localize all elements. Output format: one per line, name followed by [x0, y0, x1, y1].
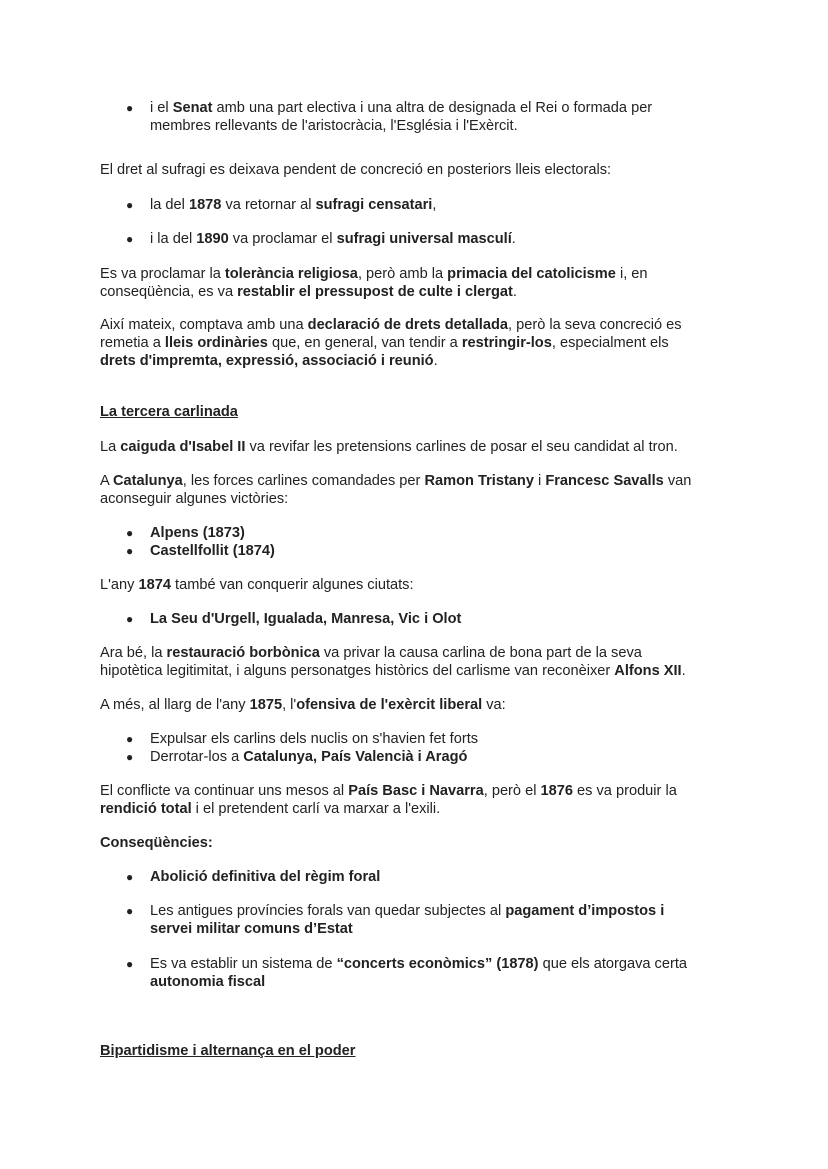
- paragraph: [100, 576, 414, 594]
- paragraph: [100, 316, 682, 370]
- text: aconseguir algunes victòries:: [100, 491, 289, 507]
- section-heading: [100, 403, 238, 421]
- bullet-icon: ●: [126, 198, 134, 212]
- text: El dret al sufragi es deixava pendent de concreció en posteriors lleis electorals:: [100, 162, 612, 178]
- text-line: [100, 265, 648, 283]
- bold-text: “concerts econòmics” (1878): [336, 956, 539, 972]
- text: es va produir la: [572, 783, 677, 799]
- bullet-icon: ●: [126, 957, 134, 971]
- text: Es va proclamar la: [100, 266, 225, 282]
- list-item: [126, 955, 687, 991]
- bold-text: La Seu d'Urgell, Igualada, Manresa, Vic i Olot: [150, 611, 462, 627]
- bold-text: Catalunya: [112, 473, 183, 489]
- bold-text: 1876: [540, 783, 573, 799]
- text: amb una part electiva i una altra de designada el Rei o formada per: [212, 100, 653, 116]
- bold-text: País Basc i Navarra: [348, 783, 484, 799]
- text-line: [150, 230, 516, 248]
- text-line: [100, 403, 238, 421]
- text: que, en general, van tendir a: [267, 335, 462, 351]
- text: membres rellevants de l'aristocràcia, l'Església i l'Exèrcit.: [150, 118, 518, 134]
- text-line: [100, 782, 677, 800]
- text: remetia a: [100, 335, 165, 351]
- text-line: [100, 490, 691, 508]
- bullet-icon: ●: [126, 612, 134, 626]
- bullet-icon: ●: [126, 526, 134, 540]
- text-line: [150, 524, 245, 542]
- list-item: [126, 610, 462, 628]
- bold-text: sufragi censatari: [315, 197, 433, 213]
- paragraph: [100, 782, 677, 818]
- bold-text: Ramon Tristany: [424, 473, 534, 489]
- paragraph: [100, 644, 686, 680]
- text-line: [100, 662, 686, 680]
- text: conseqüència, es va: [100, 284, 238, 300]
- text-line: [150, 955, 687, 973]
- text: i el pretendent carlí va marxar a l'exili.: [191, 801, 441, 817]
- text-line: [150, 610, 461, 628]
- text-line: [100, 334, 682, 352]
- list-item: [126, 196, 437, 214]
- bold-text: Bipartidisme i alternança en el poder: [100, 1043, 356, 1059]
- text: i: [533, 473, 546, 489]
- list-item: [126, 748, 468, 766]
- text-line: [150, 973, 687, 991]
- text: Derrotar-los a: [150, 749, 244, 765]
- list-item: [126, 99, 653, 135]
- bullet-icon: ●: [126, 101, 134, 115]
- text: va:: [482, 697, 506, 713]
- bullet-icon: ●: [126, 904, 134, 918]
- list-item: [126, 730, 479, 748]
- bullet-icon: ●: [126, 232, 134, 246]
- bullet-icon: ●: [126, 870, 134, 884]
- text-line: [150, 117, 652, 135]
- paragraph: [100, 161, 611, 179]
- text-line: [100, 800, 677, 818]
- text: va retornar al: [221, 197, 316, 213]
- list-item: [126, 542, 275, 560]
- text: .: [681, 663, 686, 679]
- text: , però la seva concreció es: [508, 317, 682, 333]
- text: la del: [150, 197, 189, 213]
- bold-text: restringir-los: [461, 335, 552, 351]
- bold-text: 1874: [138, 577, 171, 593]
- text-line: [100, 834, 213, 852]
- text-line: [150, 730, 478, 748]
- bold-text: declaració de drets detallada: [307, 317, 508, 333]
- bold-text: ofensiva de l'exèrcit liberal: [296, 697, 483, 713]
- text: , però amb la: [357, 266, 448, 282]
- text: , però el: [483, 783, 541, 799]
- text-line: [150, 920, 664, 938]
- text: va privar la causa carlina de bona part de la seva: [319, 645, 642, 661]
- bold-text: Senat: [172, 100, 213, 116]
- text-line: [150, 542, 275, 560]
- text-line: [100, 644, 686, 662]
- paragraph: [100, 438, 678, 456]
- bold-text: primacia del catolicisme: [447, 266, 616, 282]
- bold-text: Castellfollit (1874): [150, 543, 275, 559]
- text-line: [100, 161, 611, 179]
- text-line: [100, 352, 682, 370]
- text-line: [100, 472, 691, 490]
- text: hipotètica legitimitat, i alguns personatges històrics del carlisme van reconèixer: [100, 663, 615, 679]
- text: .: [511, 231, 516, 247]
- text-line: [100, 1042, 355, 1060]
- text: i, en: [615, 266, 648, 282]
- text-line: [150, 902, 664, 920]
- text: i la del: [150, 231, 197, 247]
- text: .: [433, 353, 438, 369]
- bold-text: drets d'impremta, expressió, associació i reunió: [100, 353, 434, 369]
- text: .: [512, 284, 517, 300]
- bold-text: pagament d’impostos i: [505, 903, 665, 919]
- bold-text: rendició total: [100, 801, 192, 817]
- text-line: [150, 868, 380, 886]
- paragraph: [100, 834, 213, 852]
- bold-text: restablir el pressupost de culte i clergat: [237, 284, 513, 300]
- bold-text: autonomia fiscal: [150, 974, 266, 990]
- bold-text: Alpens (1873): [150, 525, 245, 541]
- text: van: [663, 473, 692, 489]
- bold-text: 1890: [196, 231, 229, 247]
- bold-text: Catalunya, País Valencià i Aragó: [243, 749, 468, 765]
- bold-text: 1878: [188, 197, 222, 213]
- text: El conflicte va continuar uns mesos al: [100, 783, 349, 799]
- text: va proclamar el: [228, 231, 337, 247]
- text: , especialment els: [551, 335, 669, 351]
- bullet-icon: ●: [126, 732, 134, 746]
- text: , les forces carlines comandades per: [182, 473, 425, 489]
- bold-text: tolerància religiosa: [224, 266, 358, 282]
- bold-text: sufragi universal masculí: [336, 231, 512, 247]
- list-item: [126, 524, 245, 542]
- text: i el: [150, 100, 173, 116]
- text: Les antigues províncies forals van quedar subjectes al: [150, 903, 506, 919]
- text-line: [150, 748, 467, 766]
- paragraph: [100, 696, 506, 714]
- paragraph: [100, 472, 691, 508]
- text: Es va establir un sistema de: [150, 956, 337, 972]
- list-item: [126, 902, 665, 938]
- text-line: [100, 316, 682, 334]
- bullet-icon: ●: [126, 750, 134, 764]
- text: Ara bé, la: [100, 645, 167, 661]
- bold-text: Francesc Savalls: [545, 473, 664, 489]
- section-heading: [100, 1042, 355, 1060]
- text-line: [100, 696, 506, 714]
- text: ,: [432, 197, 437, 213]
- bold-text: Conseqüències:: [100, 835, 213, 851]
- text: Expulsar els carlins dels nuclis on s'havien fet forts: [150, 731, 479, 747]
- text: que els atorgava certa: [538, 956, 687, 972]
- bold-text: 1875: [249, 697, 283, 713]
- text: va revifar les pretensions carlines de posar el seu candidat al tron.: [245, 439, 678, 455]
- text: A: [100, 473, 113, 489]
- text-line: [150, 196, 436, 214]
- bold-text: Alfons XII: [614, 663, 682, 679]
- text-line: [150, 99, 652, 117]
- list-item: [126, 230, 516, 248]
- text: L'any: [100, 577, 139, 593]
- text: Així mateix, comptava amb una: [100, 317, 308, 333]
- text-line: [100, 283, 648, 301]
- bold-text: La tercera carlinada: [100, 404, 238, 420]
- text: La: [100, 439, 121, 455]
- bullet-icon: ●: [126, 544, 134, 558]
- text: també van conquerir algunes ciutats:: [170, 577, 414, 593]
- text-line: [100, 438, 678, 456]
- text-line: [100, 576, 414, 594]
- bold-text: restauració borbònica: [166, 645, 320, 661]
- bold-text: servei militar comuns d’Estat: [150, 921, 353, 937]
- bold-text: caiguda d'Isabel II: [120, 439, 246, 455]
- text: A més, al llarg de l'any: [100, 697, 250, 713]
- bold-text: Abolició definitiva del règim foral: [150, 869, 381, 885]
- text: , l': [282, 697, 297, 713]
- bold-text: lleis ordinàries: [164, 335, 268, 351]
- list-item: [126, 868, 381, 886]
- paragraph: [100, 265, 648, 301]
